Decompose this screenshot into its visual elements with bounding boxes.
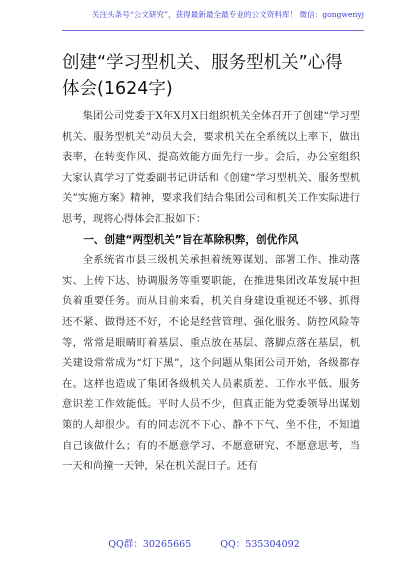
page-title: 创建“学习型机关、服务型机关”心得体会(1624字) xyxy=(62,53,343,99)
intro-paragraph: 集团公司党委于X年X月X日组织机关全体召开了创建“学习型机关、服务型机关”动员大会，要求机关在全系统以上率下，做出表率，在转变作风、提高效能方面先行一步。会后，办公室组织大家认真学习了党委副书记讲话和《创建“学习型机关、服务型机关”实施方案》精神，要求我们结合集团公司和机关工作实际进行思考，现将心得体会汇报如下： xyxy=(62,110,360,225)
footer-qq: QQ：535304092 xyxy=(220,539,300,550)
footer-contact xyxy=(0,536,408,550)
header-divider xyxy=(62,30,364,31)
section-heading-1: 一、创建“两型机关”旨在革除积弊，创优作风 xyxy=(83,233,299,246)
document-body xyxy=(62,106,360,477)
header-banner: 关注头条号“公文研究”，获得最新最全最专业的公文资料库！ 微信：gongwenyj xyxy=(91,10,364,19)
section-1-paragraph: 全系统省市县三级机关承担着统筹谋划、部署工作、推动落实、上传下达、协调服务等重要职能，在推进集团改革发展中担负着重要任务。而从目前来看，机关自身建设重视还不够、抓得还不紧、做得还不好，不论是经营管理、强化服务、防控风险等等，常常是眼睛盯着基层、重点放在基层、落脚点落在基层，机关建设常常成为“灯下黑”，这个问题从集团公司开始，各级都存在。这样也造成了集团各级机关人员素质差、工作水平低、服务意识差工作效能低。平时人员不少，但真正能为党委领导出谋划策的人却很少。有的同志沉不下心、静不下气、坐不住，不知道自己该做什么；有的不愿意学习、不愿意研究、不愿意思考，当一天和尚撞一天钟，呆在机关混日子。还有 xyxy=(62,254,360,473)
footer-qq-group: QQ群：30265665 xyxy=(108,539,192,550)
